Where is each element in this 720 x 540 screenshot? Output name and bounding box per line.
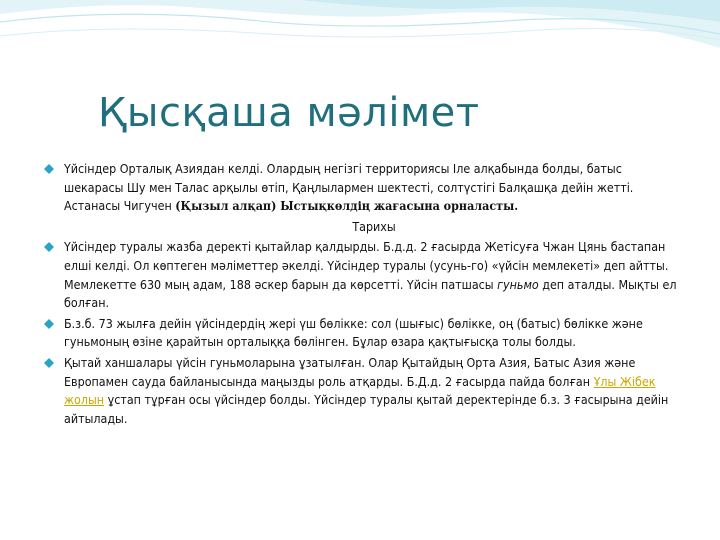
- paragraph-3: Б.з.б. 73 жылға дейін үйсіндердің жері үш бөлікке: сол (шығыс) бөлікке, оң (батыс) бөлікке және гуньмоның өзіне қарайтын орталыққа бөлінген. Бұлар өзара қақтығысқа толы болды.: [64, 315, 643, 350]
- page-title: Қысқаша мәлімет: [98, 90, 480, 136]
- italic-term: гуньмо: [497, 276, 539, 292]
- bullet-icon: [44, 358, 54, 368]
- list-item: [44, 354, 684, 428]
- bullet-icon: [44, 242, 54, 252]
- paragraph-4: Қытай ханшалары үйсін гуньмоларына ұзатылған. Олар Қытайдың Орта Азия, Батыс Азия және Европамен сауда байланысында маңызды роль атқарды. Б.Д.д. 2 ғасырда пайда болған Ұлы Жібек жолын ұстап тұрған осы үйсіндер болды. Үйсіндер туралы қытай деректерінде б.з. 3 ғасырына дейін айтылады.: [64, 354, 669, 426]
- paragraph-2: Үйсіндер туралы жазба деректі қытайлар қалдырды. Б.д.д. 2 ғасырда Жетісуға Чжан Цянь бастапан елші келді. Ол көптеген мәліметтер әкелді. Үйсіндер туралы (усунь-го) «үйсін мемлекеті» деп айтты. Мемлекетте 630 мың адам, 188 әскер барын да көрсетті. Үйсін патшасы гуньмо деп аталды. Мықты ел болған.: [64, 239, 677, 311]
- list-item: [44, 160, 684, 216]
- bold-text: (Қызыл алқап) Ыстықкөлдің жағасына орналасты.: [175, 198, 519, 214]
- bullet-icon: [44, 319, 54, 329]
- content: [44, 160, 684, 428]
- bullet-icon: [44, 164, 54, 174]
- section-heading: Тарихы: [352, 218, 396, 234]
- list-item: [44, 238, 684, 312]
- paragraph-1: Үйсіндер Орталық Азиядан келді. Олардың негізгі территориясы Іле алқабында болды, батыс шекарасы Шу мен Талас арқылы өтіп, Қаңлылармен шектесті, солтүстігі Балқашқа дейін жетті. Астанасы Чигучен (Қызыл алқап) Ыстықкөлдің жағасына орналасты.: [64, 161, 634, 214]
- list-item: [44, 315, 684, 352]
- silk-road-link[interactable]: Ұлы Жібек жолын: [64, 373, 656, 408]
